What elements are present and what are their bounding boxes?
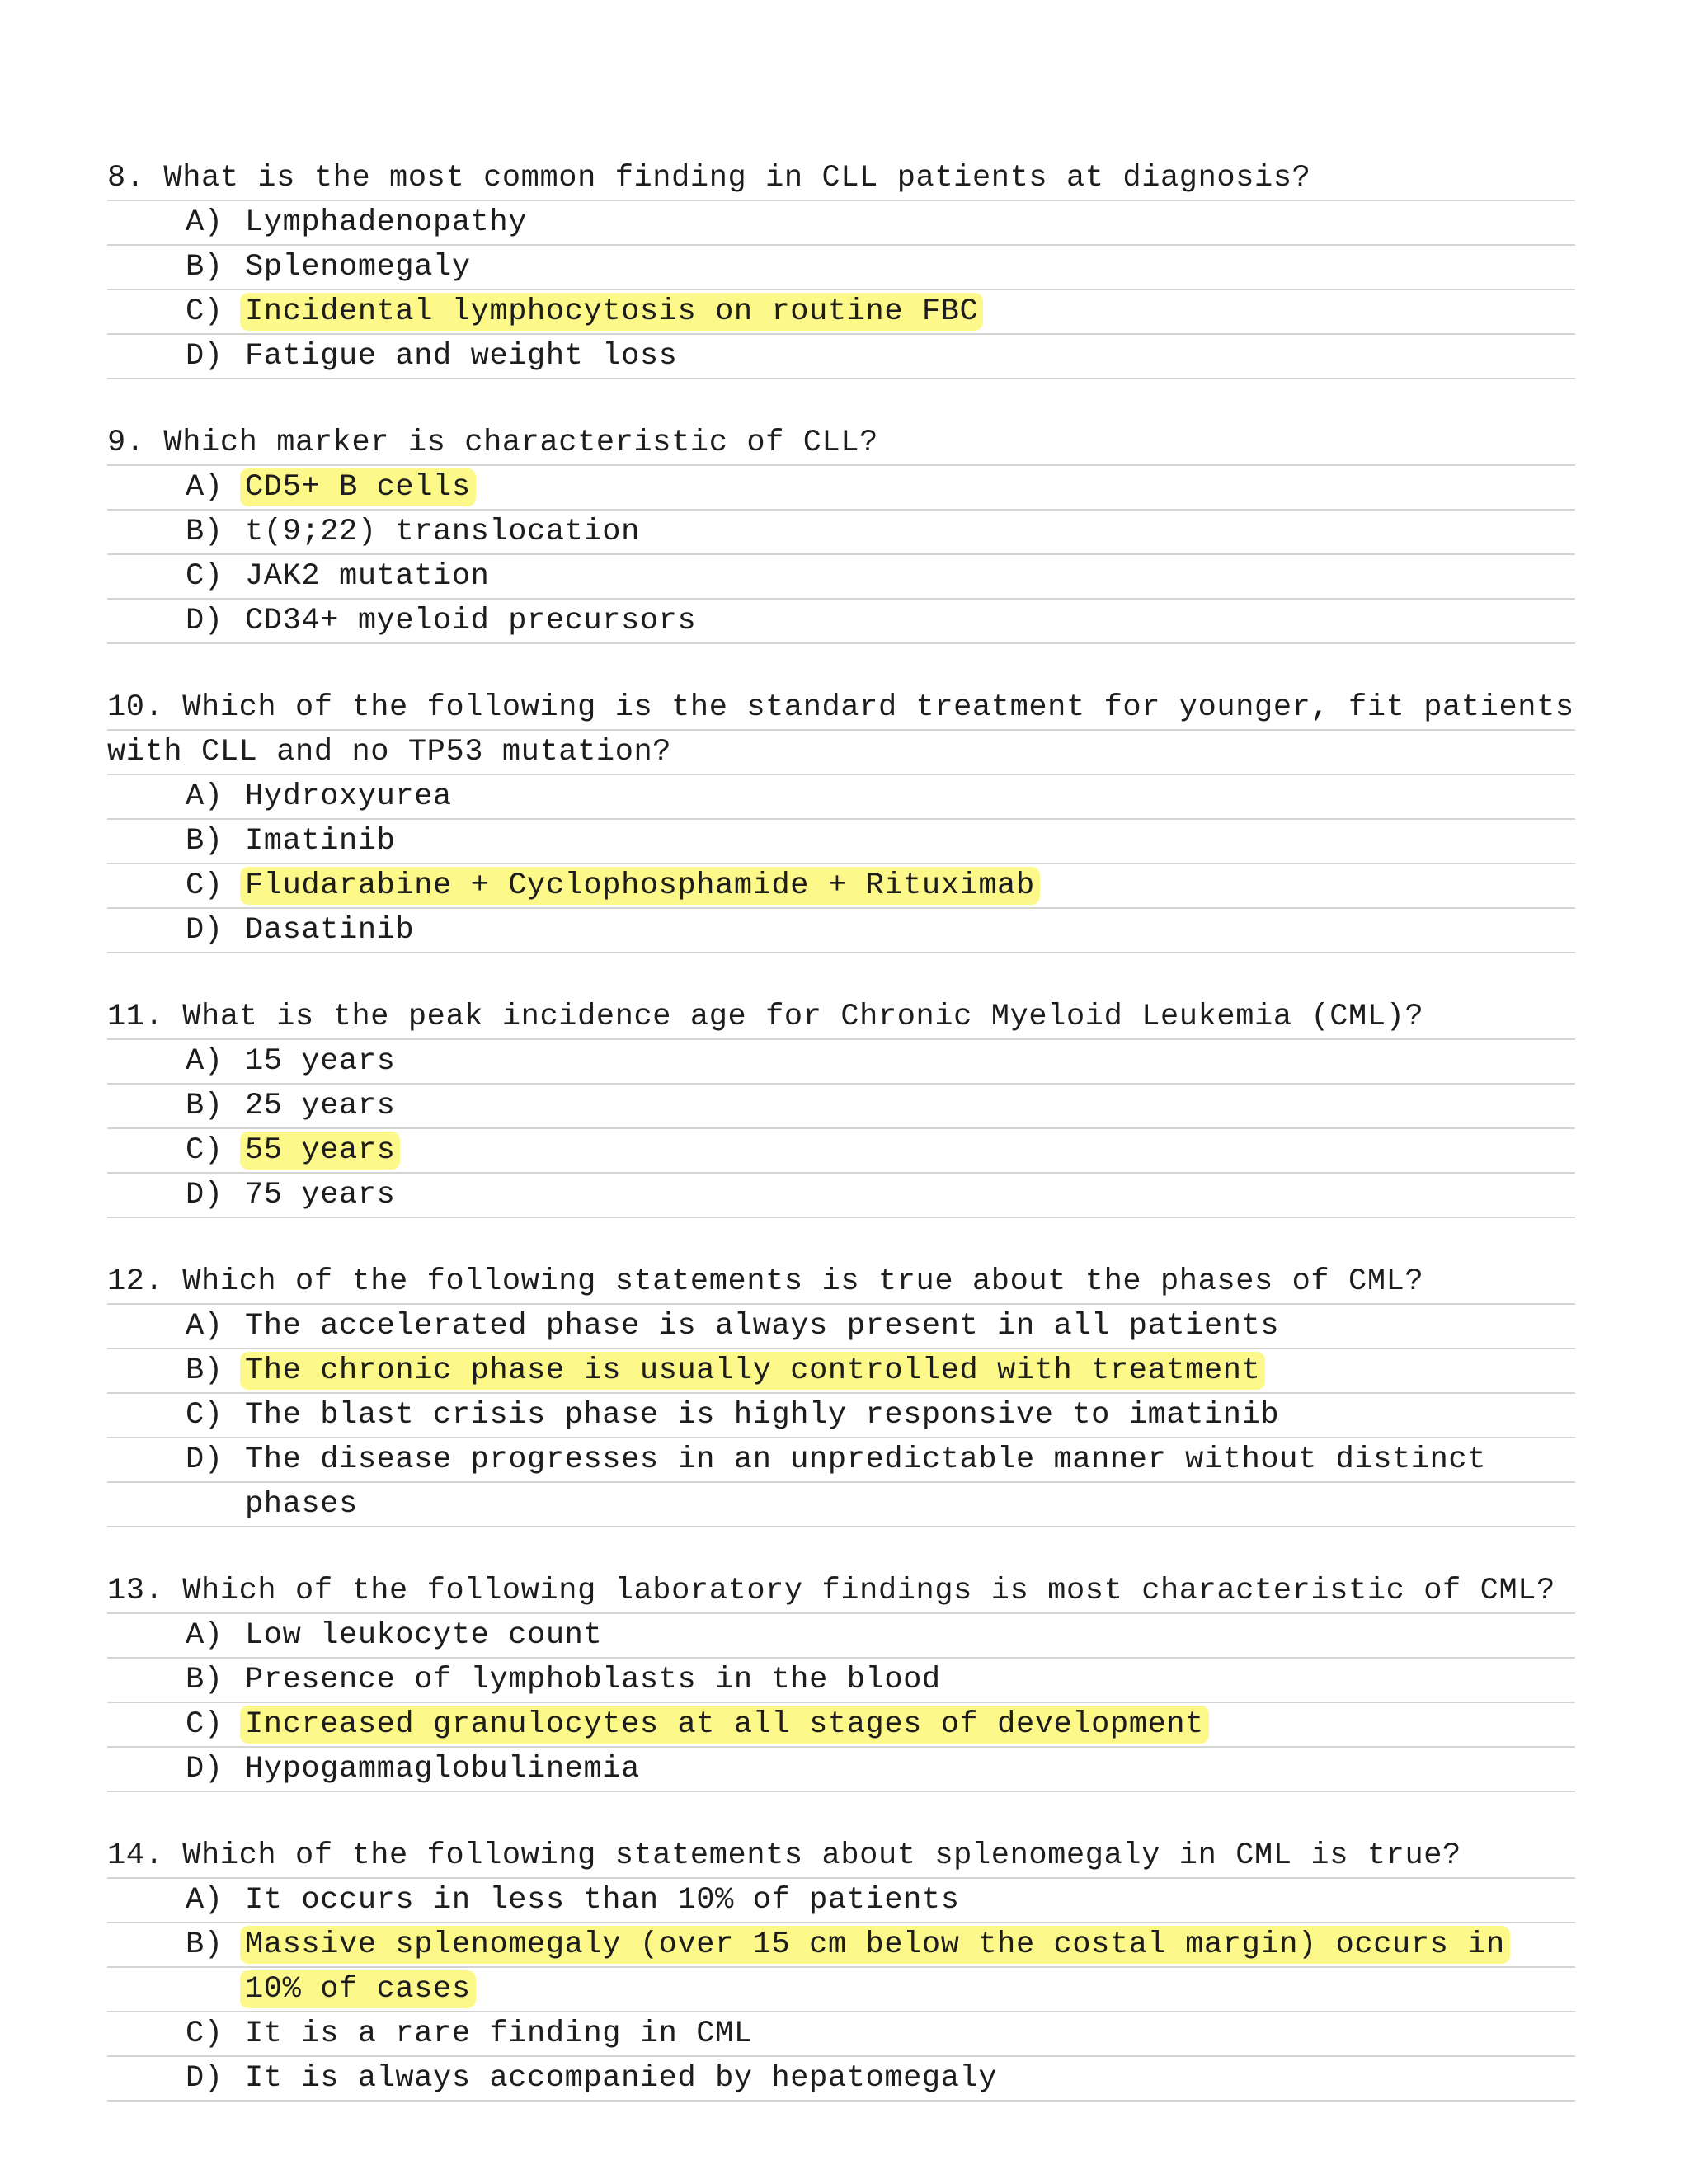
answer-option	[107, 1659, 1575, 1703]
option-text: 15 years	[245, 1044, 396, 1079]
answer-option	[107, 1129, 1575, 1174]
answer-option	[107, 1923, 1575, 1968]
answer-option	[107, 1614, 1575, 1659]
highlighted-answer-text: Massive splenomegaly (over 15 cm below the costal margin) occurs in	[240, 1926, 1510, 1964]
answer-option	[107, 1703, 1575, 1748]
answer-option	[107, 201, 1575, 246]
option-letter: C)	[186, 559, 223, 594]
option-text: Hypogammaglobulinemia	[245, 1752, 640, 1786]
option-letter: B)	[186, 250, 223, 285]
answer-option	[107, 1748, 1575, 1792]
answer-option	[107, 600, 1575, 644]
answer-option	[107, 864, 1575, 909]
question-text: 14. Which of the following statements about splenomegaly in CML is true?	[107, 1834, 1575, 1879]
option-letter: D)	[186, 2061, 223, 2096]
option-letter: C)	[186, 868, 223, 903]
option-letter: D)	[186, 1443, 223, 1477]
option-letter: A)	[186, 470, 223, 505]
highlighted-answer-text: 10% of cases	[240, 1970, 476, 2008]
option-letter: C)	[186, 294, 223, 329]
question-text: 11. What is the peak incidence age for Chronic Myeloid Leukemia (CML)?	[107, 996, 1575, 1040]
highlighted-answer-text: CD5+ B cells	[240, 468, 476, 506]
option-text: Hydroxyurea	[245, 779, 452, 814]
question-block	[107, 996, 1575, 1218]
option-text: Presence of lymphoblasts in the blood	[245, 1663, 941, 1697]
question-text: 8. What is the most common finding in CLL patients at diagnosis?	[107, 157, 1575, 201]
answer-option	[107, 466, 1575, 511]
answer-option	[107, 909, 1575, 953]
question-list	[107, 157, 1575, 2144]
question-block	[107, 1834, 1575, 2102]
highlighted-answer-text: The chronic phase is usually controlled with treatment	[240, 1352, 1265, 1390]
question-text: 10. Which of the following is the standard treatment for younger, fit patients	[107, 686, 1575, 731]
option-letter: C)	[186, 1133, 223, 1168]
option-letter: B)	[186, 1663, 223, 1697]
answer-option	[107, 511, 1575, 555]
option-letter: D)	[186, 1178, 223, 1212]
answer-option	[107, 1483, 1575, 1527]
option-letter: A)	[186, 1309, 223, 1344]
answer-option	[107, 1438, 1575, 1483]
option-letter: A)	[186, 1883, 223, 1918]
question-text: 9. Which marker is characteristic of CLL?	[107, 421, 1575, 466]
answer-option	[107, 555, 1575, 600]
question-text: with CLL and no TP53 mutation?	[107, 731, 1575, 775]
option-text: Lymphadenopathy	[245, 205, 528, 240]
option-text: It occurs in less than 10% of patients	[245, 1883, 960, 1918]
option-letter: C)	[186, 2017, 223, 2051]
question-block	[107, 1570, 1575, 1792]
option-letter: D)	[186, 913, 223, 948]
option-letter: B)	[186, 1089, 223, 1123]
option-letter: A)	[186, 1044, 223, 1079]
option-letter: D)	[186, 604, 223, 638]
question-text: 12. Which of the following statements is true about the phases of CML?	[107, 1260, 1575, 1305]
option-text: Imatinib	[245, 824, 396, 859]
option-letter: D)	[186, 339, 223, 374]
option-text: Fatigue and weight loss	[245, 339, 678, 374]
option-letter: A)	[186, 205, 223, 240]
answer-option	[107, 775, 1575, 820]
option-text: Dasatinib	[245, 913, 415, 948]
option-text: Splenomegaly	[245, 250, 471, 285]
highlighted-answer-text: 55 years	[240, 1132, 400, 1170]
question-block	[107, 157, 1575, 379]
option-text: The blast crisis phase is highly responsive to imatinib	[245, 1398, 1280, 1433]
option-letter: D)	[186, 1752, 223, 1786]
highlighted-answer-text: Fludarabine + Cyclophosphamide + Rituximab	[240, 867, 1040, 905]
option-letter: B)	[186, 1927, 223, 1962]
option-text: 75 years	[245, 1178, 396, 1212]
highlighted-answer-text: Increased granulocytes at all stages of development	[240, 1706, 1209, 1744]
option-letter: B)	[186, 1353, 223, 1388]
option-letter: A)	[186, 779, 223, 814]
answer-option	[107, 2012, 1575, 2057]
option-text: t(9;22) translocation	[245, 515, 640, 549]
option-letter: C)	[186, 1398, 223, 1433]
question-block	[107, 1260, 1575, 1527]
answer-option	[107, 1085, 1575, 1129]
answer-option	[107, 820, 1575, 864]
question-block	[107, 686, 1575, 953]
question-block	[107, 421, 1575, 644]
answer-option	[107, 2057, 1575, 2102]
option-text: JAK2 mutation	[245, 559, 490, 594]
option-text: phases	[245, 1487, 358, 1522]
option-text: It is a rare finding in CML	[245, 2017, 753, 2051]
highlighted-answer-text: Incidental lymphocytosis on routine FBC	[240, 293, 983, 331]
answer-option	[107, 1968, 1575, 2012]
option-letter: C)	[186, 1707, 223, 1742]
answer-option	[107, 1879, 1575, 1923]
option-letter: A)	[186, 1618, 223, 1653]
answer-option	[107, 1394, 1575, 1438]
option-text: The disease progresses in an unpredictable manner without distinct	[245, 1443, 1487, 1477]
option-text: 25 years	[245, 1089, 396, 1123]
answer-option	[107, 1349, 1575, 1394]
question-text: 13. Which of the following laboratory findings is most characteristic of CML?	[107, 1570, 1575, 1614]
option-letter: B)	[186, 824, 223, 859]
answer-option	[107, 1040, 1575, 1085]
answer-option	[107, 1174, 1575, 1218]
option-text: CD34+ myeloid precursors	[245, 604, 697, 638]
option-text: Low leukocyte count	[245, 1618, 603, 1653]
answer-option	[107, 290, 1575, 335]
answer-option	[107, 246, 1575, 290]
option-letter: B)	[186, 515, 223, 549]
answer-option	[107, 335, 1575, 379]
option-text: It is always accompanied by hepatomegaly	[245, 2061, 998, 2096]
answer-option	[107, 1305, 1575, 1349]
option-text: The accelerated phase is always present in all patients	[245, 1309, 1280, 1344]
